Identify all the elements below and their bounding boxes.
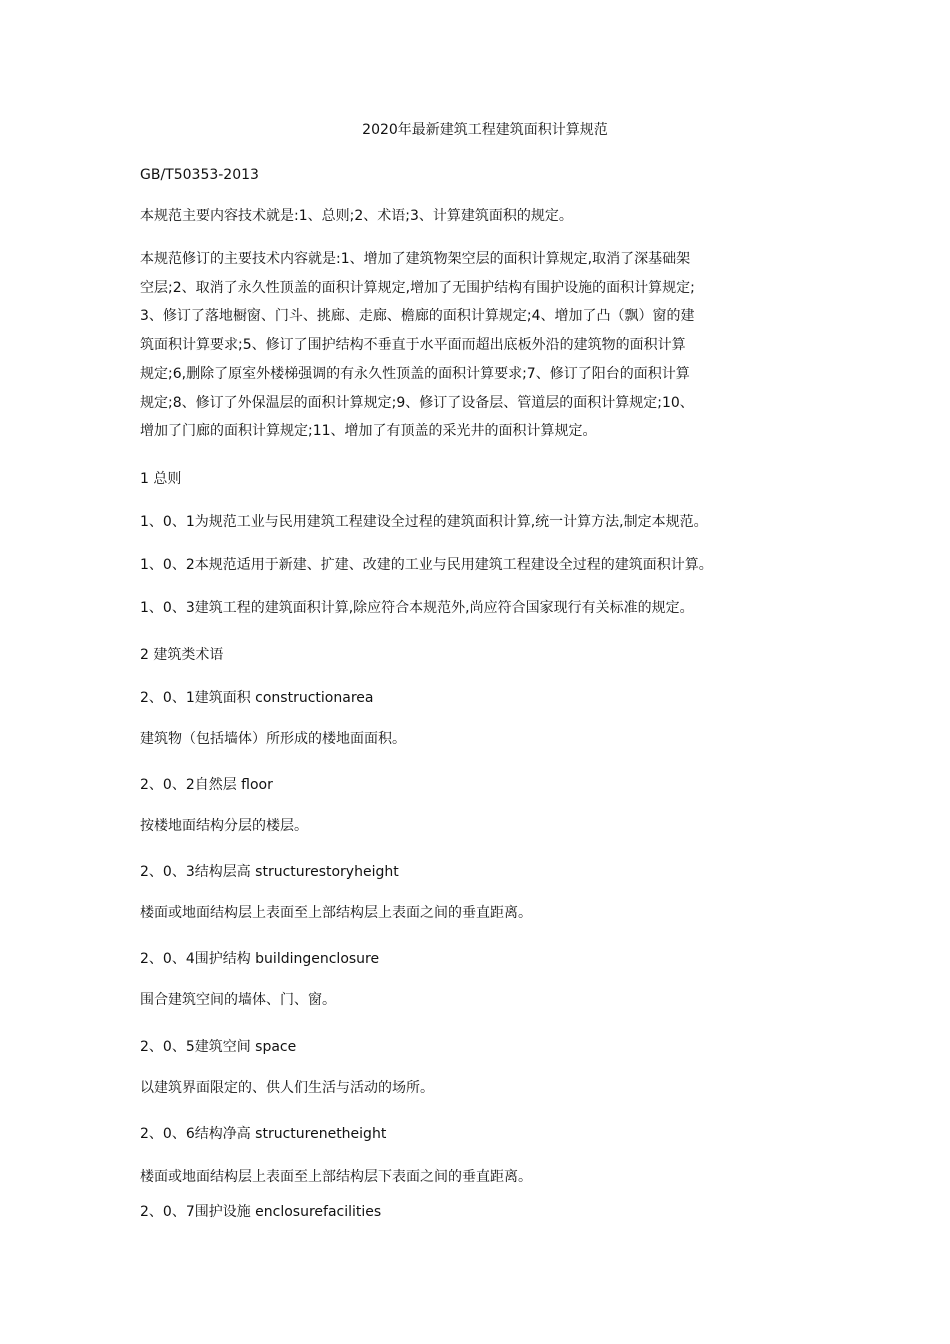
revision-line: 本规范修订的主要技术内容就是:1、增加了建筑物架空层的面积计算规定,取消了深基础架 bbox=[140, 251, 691, 267]
revision-line: 3、修订了落地橱窗、门斗、挑廊、走廊、檐廊的面积计算规定;4、增加了凸（飘）窗的建 bbox=[140, 308, 695, 325]
definition-2-0-5: 以建筑界面限定的、供人们生活与活动的场所。 bbox=[140, 1080, 434, 1096]
clause-1-0-2: 1、0、2本规范适用于新建、扩建、改建的工业与民用建筑工程建设全过程的建筑面积计算。 bbox=[140, 557, 713, 573]
revision-line: 规定;6,删除了原室外楼梯强调的有永久性顶盖的面积计算要求;7、修订了阳台的面积计算 bbox=[140, 365, 690, 382]
section-heading-general: 1 总则 bbox=[140, 471, 182, 487]
summary-main-content: 本规范主要内容技术就是:1、总则;2、术语;3、计算建筑面积的规定。 bbox=[140, 208, 573, 224]
term-2-0-5: 2、0、5建筑空间 space bbox=[140, 1039, 297, 1055]
section-heading-terms: 2 建筑类术语 bbox=[140, 647, 224, 663]
revision-paragraph bbox=[140, 245, 808, 446]
revision-line: 筑面积计算要求;5、修订了围护结构不垂直于水平面而超出底板外沿的建筑物的面积计算 bbox=[140, 337, 686, 354]
definition-2-0-6: 楼面或地面结构层上表面至上部结构层下表面之间的垂直距离。 bbox=[140, 1169, 532, 1185]
definition-2-0-2: 按楼地面结构分层的楼层。 bbox=[140, 818, 308, 834]
term-2-0-7: 2、0、7围护设施 enclosurefacilities bbox=[140, 1204, 382, 1220]
clause-1-0-3: 1、0、3建筑工程的建筑面积计算,除应符合本规范外,尚应符合国家现行有关标准的规定。 bbox=[140, 600, 694, 616]
standard-code: GB/T50353-2013 bbox=[140, 167, 259, 183]
term-2-0-4: 2、0、4围护结构 buildingenclosure bbox=[140, 951, 380, 967]
term-2-0-6: 2、0、6结构净高 structurenetheight bbox=[140, 1126, 387, 1142]
term-2-0-3: 2、0、3结构层高 structurestoryheight bbox=[140, 864, 399, 880]
revision-line: 规定;8、修订了外保温层的面积计算规定;9、修订了设备层、管道层的面积计算规定;10、 bbox=[140, 394, 694, 411]
definition-2-0-1: 建筑物（包括墙体）所形成的楼地面面积。 bbox=[140, 731, 406, 747]
term-2-0-1: 2、0、1建筑面积 constructionarea bbox=[140, 690, 374, 706]
clause-1-0-1: 1、0、1为规范工业与民用建筑工程建设全过程的建筑面积计算,统一计算方法,制定本规范。 bbox=[140, 514, 708, 530]
revision-line: 增加了门廊的面积计算规定;11、增加了有顶盖的采光井的面积计算规定。 bbox=[140, 423, 597, 440]
revision-line: 空层;2、取消了永久性顶盖的面积计算规定,增加了无围护结构有围护设施的面积计算规定; bbox=[140, 279, 695, 296]
term-2-0-2: 2、0、2自然层 floor bbox=[140, 777, 273, 793]
document-title: 2020年最新建筑工程建筑面积计算规范 bbox=[362, 122, 608, 138]
definition-2-0-4: 围合建筑空间的墙体、门、窗。 bbox=[140, 992, 336, 1008]
definition-2-0-3: 楼面或地面结构层上表面至上部结构层上表面之间的垂直距离。 bbox=[140, 905, 532, 921]
